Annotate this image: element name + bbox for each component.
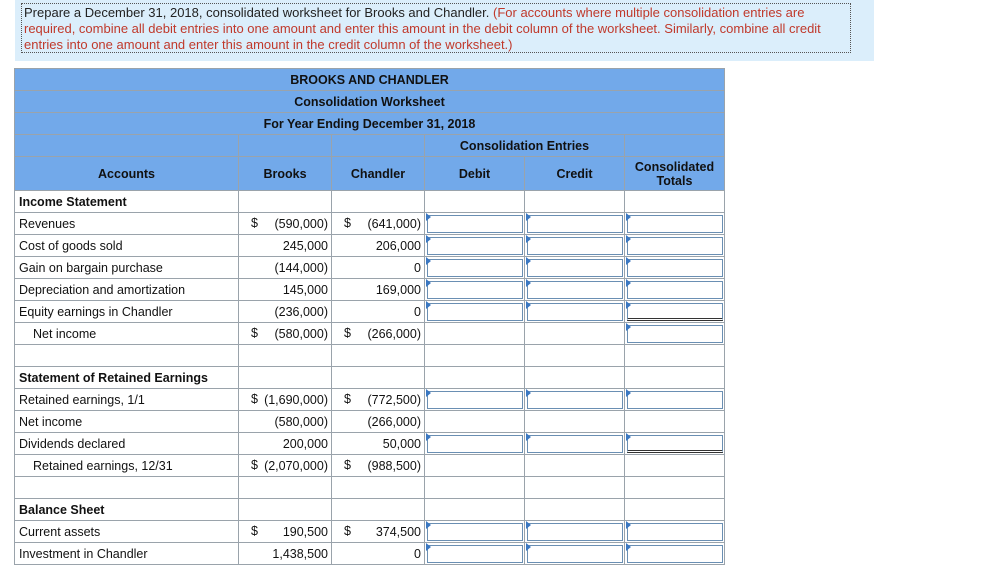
chandler-value: (266,000) (332, 411, 425, 433)
account-label: Investment in Chandler (15, 543, 239, 565)
instruction-panel (15, 0, 874, 61)
table-row: Current assets $ 190,500 $ 374,500 (15, 521, 725, 543)
company-name: BROOKS AND CHANDLER (15, 69, 725, 91)
debit-input[interactable] (425, 257, 525, 279)
brooks-value: (144,000) (239, 257, 332, 279)
chandler-value: 0 (332, 543, 425, 565)
debit-input[interactable] (425, 543, 525, 565)
account-label: Gain on bargain purchase (15, 257, 239, 279)
credit-input[interactable] (525, 389, 625, 411)
chandler-value: 374,500 (375, 524, 421, 539)
debit-input[interactable] (425, 301, 525, 323)
table-row: Retained earnings, 12/31 $ (2,070,000) $ (988,500) (15, 455, 725, 477)
instruction-text (21, 3, 851, 53)
credit-input[interactable] (525, 279, 625, 301)
consolidated-input[interactable] (625, 235, 725, 257)
brooks-value: 1,438,500 (239, 543, 332, 565)
credit-input[interactable] (525, 433, 625, 455)
account-label: Current assets (15, 521, 239, 543)
table-row (15, 543, 725, 565)
debit-input[interactable] (425, 389, 525, 411)
chandler-value: (266,000) (367, 326, 421, 341)
brooks-value: (580,000) (274, 326, 328, 341)
consolidated-input[interactable] (625, 521, 725, 543)
debit-input[interactable] (425, 279, 525, 301)
table-row (15, 235, 725, 257)
debit-input[interactable] (425, 235, 525, 257)
brooks-value: (590,000) (274, 216, 328, 231)
credit-input[interactable] (525, 543, 625, 565)
consolidation-worksheet (14, 68, 725, 565)
chandler-value: 0 (332, 301, 425, 323)
credit-input[interactable] (525, 213, 625, 235)
table-row (15, 411, 725, 433)
worksheet-title: Consolidation Worksheet (15, 91, 725, 113)
chandler-value: (772,500) (367, 392, 421, 407)
account-label: Net income (15, 323, 239, 345)
consolidated-input[interactable] (625, 279, 725, 301)
credit-header: Credit (525, 157, 625, 191)
credit-input[interactable] (525, 235, 625, 257)
consolidated-totals-header: Consolidated Totals (625, 157, 725, 191)
account-label: Net income (15, 411, 239, 433)
consolidated-input[interactable] (625, 301, 725, 323)
credit-input[interactable] (525, 257, 625, 279)
section-row (15, 367, 725, 389)
account-label: Cost of goods sold (15, 235, 239, 257)
instruction-main: Prepare a December 31, 2018, consolidated worksheet for Brooks and Chandler. (24, 5, 490, 20)
consolidated-input[interactable] (625, 323, 725, 345)
consolidated-input[interactable] (625, 543, 725, 565)
account-label: Dividends declared (15, 433, 239, 455)
chandler-header: Chandler (332, 157, 425, 191)
table-row: Revenues $ (590,000) $ (641,000) (15, 213, 725, 235)
debit-input[interactable] (425, 213, 525, 235)
chandler-value: (988,500) (367, 458, 421, 473)
table-row: Net income $ (580,000) $ (266,000) (15, 323, 725, 345)
spacer-row (15, 345, 725, 367)
credit-input[interactable] (525, 521, 625, 543)
chandler-value: 50,000 (332, 433, 425, 455)
debit-input[interactable] (425, 521, 525, 543)
spacer-row (15, 477, 725, 499)
income-statement-heading: Income Statement (15, 191, 239, 213)
chandler-value: 206,000 (332, 235, 425, 257)
chandler-value: 0 (332, 257, 425, 279)
table-row (15, 257, 725, 279)
retained-earnings-heading: Statement of Retained Earnings (15, 367, 239, 389)
worksheet-period: For Year Ending December 31, 2018 (15, 113, 725, 135)
table-row: Retained earnings, 1/1 $ (1,690,000) $ (772,500) (15, 389, 725, 411)
chandler-value: 169,000 (332, 279, 425, 301)
consolidated-input[interactable] (625, 389, 725, 411)
brooks-value: 145,000 (239, 279, 332, 301)
account-label: Revenues (15, 213, 239, 235)
brooks-value: (236,000) (239, 301, 332, 323)
debit-header: Debit (425, 157, 525, 191)
brooks-value: 245,000 (239, 235, 332, 257)
brooks-header: Brooks (239, 157, 332, 191)
table-row (15, 433, 725, 455)
consolidated-input[interactable] (625, 213, 725, 235)
account-label: Depreciation and amortization (15, 279, 239, 301)
section-row (15, 191, 725, 213)
account-label: Retained earnings, 12/31 (15, 455, 239, 477)
brooks-value: (2,070,000) (264, 458, 328, 473)
account-label: Retained earnings, 1/1 (15, 389, 239, 411)
brooks-value: 190,500 (282, 524, 328, 539)
consolidated-input[interactable] (625, 433, 725, 455)
accounts-header: Accounts (15, 157, 239, 191)
consolidated-input[interactable] (625, 257, 725, 279)
table-row (15, 279, 725, 301)
debit-input[interactable] (425, 433, 525, 455)
credit-input[interactable] (525, 301, 625, 323)
brooks-value: (1,690,000) (264, 392, 328, 407)
section-row (15, 499, 725, 521)
instruction-note: (For accounts where multiple consolidation entries are required, combine all debit entries into one amount and enter this amount in the debit column of the worksheet. Similarly, combine all credit entries into one amount and enter this amount in the credit column of the worksheet.) (24, 5, 821, 52)
brooks-value: (580,000) (239, 411, 332, 433)
account-label: Equity earnings in Chandler (15, 301, 239, 323)
table-row (15, 301, 725, 323)
chandler-value: (641,000) (367, 216, 421, 231)
brooks-value: 200,000 (239, 433, 332, 455)
balance-sheet-heading: Balance Sheet (15, 499, 239, 521)
consolidation-entries-header: Consolidation Entries (425, 135, 625, 157)
